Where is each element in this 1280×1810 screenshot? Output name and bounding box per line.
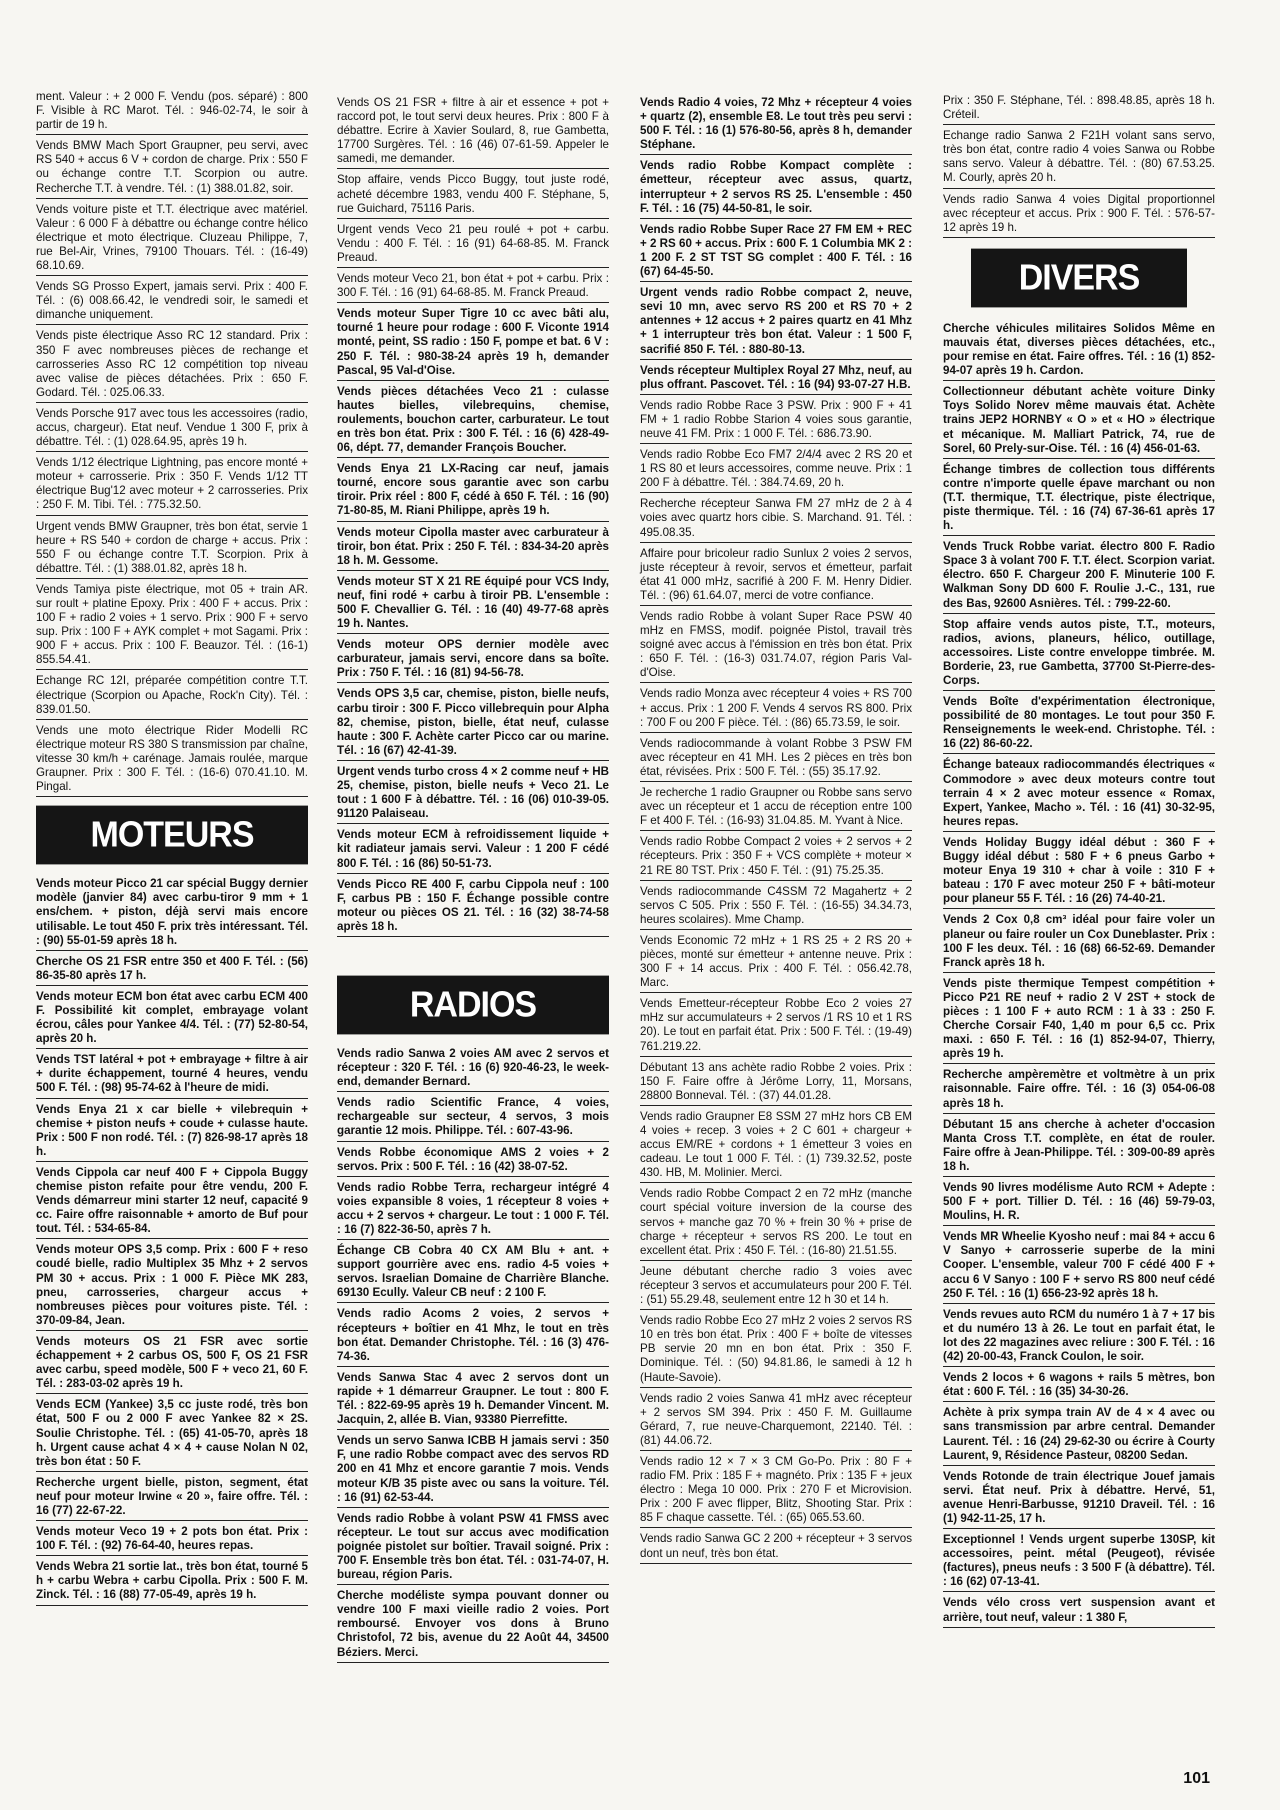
classified-ad: Vends Boîte d'expérimentation électronique, possibilité de 80 montages. Le tout pour 350 F. Renseignements le week-end. Christophe. Tél. : 16 (22) 86-60-22.	[943, 693, 1215, 754]
column-2	[337, 94, 609, 1665]
classified-ad: Vends une moto électrique Rider Modelli RC électrique moteur RS 380 S transmission par chaîne, vitesse 30 km/h + carénage. Jamais roulée, marque Graupner. Prix : 300 F. Tél. : (16-6) 070.41.10. M. Pingal.	[36, 722, 308, 797]
classified-ad: Vends moteur Super Tigre 10 cc avec bâti alu, tourné 1 heure pour rodage : 600 F. Viconte 1914 monté, peint, SS radio : 150 F, pompe et bat. 6 V : 250 F. Tél. : 980-38-24 après 19 h, demander Pascal, 95 Val-d'Oise.	[337, 305, 609, 380]
classified-ad: Vends radio Sanwa 4 voies Digital proportionnel avec récepteur et accus. Prix : 900 F. Tél. : 576-57-12 après 19 h.	[943, 191, 1215, 238]
classified-ad: Echange RC 12I, préparée compétition contre T.T. électrique (Scorpion ou Apache, Rock'n City). Tél. : 839.01.50.	[36, 672, 308, 719]
classified-ad: Collectionneur débutant achète voiture Dinky Toys Solido Norev même mauvais état. Achète trains JEP2 HORNBY « O » et « HO » électrique et mécanique. M. Malliart Patrick, 74, rue de Sorel, 60 Prely-sur-Oise. Tél. : 16 (4) 456-01-63.	[943, 383, 1215, 458]
classified-ad: Vends Rotonde de train électrique Jouef jamais servi. État neuf. Prix à débattre. Hervé, 51, avenue Henri-Barbusse, 91210 Draveil. Tél. : 16 (1) 942-11-25, 17 h.	[943, 1468, 1215, 1529]
classified-ad: Vends Sanwa Stac 4 avec 2 servos dont un rapide + 1 démarreur Graupner. Le tout : 800 F. Tél. : 822-69-95 après 19 h. Demander Vincent. M. Jacquin, 2, allée B. Vian, 93380 Pierrefitte.	[337, 1369, 609, 1430]
classified-ad: Vends radio 2 voies Sanwa 41 mHz avec récepteur + 2 servos SM 394. Prix : 450 F. M. Guillaume Gérard, 7, rue neuve-Charquemont, 22140. Tél. : (81) 44.06.72.	[640, 1390, 912, 1451]
classified-ad: Vends radiocommande C4SSM 72 Magahertz + 2 servos C 505. Prix : 550 F. Tél. : (16-55) 34.34.73, heures scolaires). Mme Champ.	[640, 883, 912, 930]
classified-ad: Vends radio Robbe Kompact complète : émetteur, récepteur avec assus, quartz, interrupteur + 2 servos RS 25. L'ensemble : 450 F. Tél. : 16 (75) 44-50-81, le soir.	[640, 157, 912, 218]
section-banner-moteurs: MOTEURS	[36, 806, 308, 865]
classified-ad: Vends 1/12 électrique Lightning, pas encore monté + moteur + carrosserie. Prix : 350 F. Vends 1/12 TT électrique Bug'12 avec moteur + 2 carrosseries. Prix : 250 F. M. Tibi. Tél. : 775.32.50.	[36, 454, 308, 515]
classified-ad: Échange CB Cobra 40 CX AM Blu + ant. + support gourrière avec ens. radio 4-5 voies + servos. Israelian Domaine de Charrière Blanche. 69130 Ecully. Valeur CB neuf : 2 100 F.	[337, 1242, 609, 1303]
classified-ad: Vends moteurs OS 21 FSR avec sortie échappement + 2 carbus OS, 500 F, OS 21 FSR avec carbu, speed modèle, 500 F + veco 21, 60 F. Tél. : 283-03-02 après 19 h.	[36, 1333, 308, 1394]
classified-ad: Vends Tamiya piste électrique, mot 05 + train AR. sur roult + platine Epoxy. Prix : 400 F + accus. Prix : 100 F + radio 2 voies + 1 servo. Prix : 900 F + servo sup. Prix : 100 F + AYK complet + mot Sagami. Prix : 900 F + accus. Prix : 100 F. Beauzor. Tél. : (16-1) 855.54.41.	[36, 581, 308, 671]
classified-ad: Urgent vends BMW Graupner, très bon état, servie 1 heure + RS 540 + cordon de charge + accus. Prix : 550 F ou échange contre T.T. Scorpion. Prix à débattre. Tél. : (1) 388.01.82, après 18 h.	[36, 518, 308, 579]
classified-ad: Vends moteur ECM à refroidissement liquide + kit radiateur jamais servi. Valeur : 1 200 F cédé 800 F. Tél. : 16 (86) 50-51-73.	[337, 826, 609, 873]
classified-ad: Vends radio Scientific France, 4 voies, rechargeable sur secteur, 4 servos, 3 mois garantie 12 mois. Philippe. Tél. : 607-43-96.	[337, 1094, 609, 1141]
classified-ad: Vends 2 locos + 6 wagons + rails 5 mètres, bon état : 600 F. Tél. : 16 (35) 34-30-26.	[943, 1369, 1215, 1402]
classified-ad: Echange radio Sanwa 2 F21H volant sans servo, très bon état, contre radio 4 voies Sanwa ou Robbe sans servo. Valeur à débattre. Tél. : (80) 67.53.25. M. Courly, après 20 h.	[943, 127, 1215, 188]
classified-ad: Vends revues auto RCM du numéro 1 à 7 + 17 bis et du numéro 13 à 26. Le tout en parfait état, le lot des 22 magazines avec reliure : 300 F. Tél. : 16 (42) 20-00-43, Franck Coulon, le soir.	[943, 1306, 1215, 1367]
classified-ad: Vends moteur Veco 21, bon état + pot + carbu. Prix : 300 F. Tél. : 16 (91) 64-68-85. M. Franck Preaud.	[337, 270, 609, 303]
classified-ad: Échange bateaux radiocommandés électriques « Commodore » avec deux moteurs contre tout terrain 4 × 2 avec moteur essence « Romax, Expert, Yankee, Macho ». Tél. : 16 (41) 30-32-95, heures repas.	[943, 756, 1215, 831]
classified-ad: Vends 2 Cox 0,8 cm³ idéal pour faire voler un planeur ou faire rouler un Cox Duneblaster. Prix : 100 F les deux. Tél. : 16 (68) 66-52-69. Demander Franck après 18 h.	[943, 911, 1215, 972]
classified-ad: Recherche urgent bielle, piston, segment, état neuf pour moteur Irwine « 20 », faire offre. Tél. : 16 (77) 22-67-22.	[36, 1474, 308, 1521]
classified-ad: Vends radio Graupner E8 SSM 27 mHz hors CB EM 4 voies + recep. 3 voies + 2 C 601 + chargeur + accus EM/RE + cordons + 1 émetteur 3 voies en cadeau. Le tout 1 000 F. Tél. : (1) 739.32.52, poste 430. HB, M. Molinier. Merci.	[640, 1108, 912, 1183]
classified-ad: Vends moteur OPS 3,5 comp. Prix : 600 F + reso coudé bielle, radio Multiplex 35 Mhz + 2 servos PM 30 + accus. Prix : 1 000 F. Pièce MK 283, pneu, carrosseries, chargeur accus + nombreuses pièces pour voitures piste. Tél. : 370-09-84, Jean.	[36, 1241, 308, 1331]
classified-ad: Vends Radio 4 voies, 72 Mhz + récepteur 4 voies + quartz (2), ensemble E8. Le tout très peu servi : 500 F. Tél. : 16 (1) 576-80-56, après 8 h, demander Stéphane.	[640, 94, 912, 155]
classified-ad: Vends ECM (Yankee) 3,5 cc juste rodé, très bon état, 500 F ou 2 000 F avec Yankee 82 × 2S. Soulie Christophe. Tél. : (65) 41-05-70, après 18 h. Urgent cause achat 4 × 4 + cause Nolan N 02, très bon état : 50 F.	[36, 1396, 308, 1471]
classified-ad: Urgent vends Veco 21 peu roulé + pot + carbu. Vendu : 400 F. Tél. : 16 (91) 64-68-85. M. Franck Preaud.	[337, 221, 609, 268]
classified-ad: Vends SG Prosso Expert, jamais servi. Prix : 400 F. Tél. : (6) 008.66.42, le vendredi soir, le samedi et dimanche uniquement.	[36, 278, 308, 325]
column-4	[943, 92, 1215, 1630]
classified-ad: Débutant 13 ans achète radio Robbe 2 voies. Prix : 150 F. Faire offre à Jérôme Lorry, 11, Morsans, 28800 Bonneval. Tél. : (37) 44.01.28.	[640, 1059, 912, 1106]
classified-ad: Urgent vends radio Robbe compact 2, neuve, sevi 10 mn, avec servo RS 200 et RS 70 + 2 antennes + 12 accus + 2 paires quartz en 41 Mhz + 1 interrupteur très bon état. Valeur : 1 500 F, sacrifié 850 F. Tél. : 880-80-13.	[640, 284, 912, 359]
classified-ad: Vends un servo Sanwa ICBB H jamais servi : 350 F, une radio Robbe compact avec des servos RD 200 en 41 Mhz et encore garantie 7 mois. Vends moteur K/B 35 piste avec ou sans la voiture. Tél. : 16 (91) 62-53-44.	[337, 1432, 609, 1507]
classified-ad: Vends moteur ST X 21 RE équipé pour VCS Indy, neuf, fini rodé + carbu à tiroir PB. L'ensemble : 500 F. Chevallier G. Tél. : 16 (40) 49-77-68 après 19 h. Nantes.	[337, 573, 609, 634]
classified-ad: Vends MR Wheelie Kyosho neuf : mai 84 + accu 6 V Sanyo + carrosserie superbe de la mini Cooper. L'ensemble, valeur 700 F cédé 400 F + accu 6 V Sanyo : 100 F + servo RS 800 neuf cédé 250 F. Tél. : 16 (1) 656-23-92 après 18 h.	[943, 1228, 1215, 1303]
classified-ad: Stop affaire, vends Picco Buggy, tout juste rodé, acheté décembre 1983, vendu 400 F. Stéphane, 5, rue Guichard, 75116 Paris.	[337, 171, 609, 218]
classified-ad: Vends Emetteur-récepteur Robbe Eco 2 voies 27 mHz sur accumulateurs + 2 servos /1 RS 10 et 1 RS 20). Le tout en parfait état. Prix : 500 F. Tél. : (19-49) 761.219.22.	[640, 995, 912, 1056]
classified-ad: Vends Picco RE 400 F, carbu Cippola neuf : 100 F, carbus PB : 150 F. Échange possible contre moteur ou pièces OS 21. Tél. : 16 (32) 38-74-58 après 18 h.	[337, 876, 609, 937]
classified-ad: Jeune débutant cherche radio 3 voies avec récepteur 3 servos et accumulateurs pour 200 F. Tél. : (51) 55.29.48, seulement entre 12 h 30 et 14 h.	[640, 1263, 912, 1310]
classified-ad: Vends Robbe économique AMS 2 voies + 2 servos. Prix : 500 F. Tél. : 16 (42) 38-07-52.	[337, 1144, 609, 1177]
classified-ad: Cherche véhicules militaires Solidos Même en mauvais état, diverses pièces détachées, etc., pour remise en état. Faire offres. Tél. : 16 (1) 852-94-07 après 19 h. Cardon.	[943, 320, 1215, 381]
classified-ad: Vends radio Robbe Super Race 27 FM EM + REC + 2 RS 60 + accus. Prix : 600 F. 1 Columbia MK 2 : 1 200 F. 2 ST TST SG complet : 400 F. Tél. : 16 (67) 64-45-50.	[640, 221, 912, 282]
classified-ad: Vends 90 livres modélisme Auto RCM + Adepte : 500 F + port. Tillier D. Tél. : 16 (46) 59-79-03, Moulins, H. R.	[943, 1179, 1215, 1226]
classified-ad: Vends voiture piste et T.T. électrique avec matériel. Valeur : 6 000 F à débattre ou échange contre hélico électrique et moto électrique. Cluzeau Philippe, 7, rue Bel-Air, Vrines, 79100 Thouars. Tél. : (16-49) 68.10.69.	[36, 201, 308, 276]
classified-ad: Vends Economic 72 mHz + 1 RS 25 + 2 RS 20 + pièces, monté sur émetteur + antenne neuve. Prix : 300 F + 14 accus. Prix : 400 F. Tél. : 056.42.78, Marc.	[640, 932, 912, 993]
page-number: 101	[1183, 1770, 1210, 1787]
classified-ad: Vends vélo cross vert suspension avant et arrière, tout neuf, valeur : 1 380 F,	[943, 1594, 1215, 1627]
classified-ad: Vends moteur Veco 19 + 2 pots bon état. Prix : 100 F. Tél. : (92) 76-64-40, heures repas.	[36, 1523, 308, 1556]
classified-ad: Échange timbres de collection tous différents contre n'importe quelle épave marchant ou non (T.T. thermique, T.T. électrique, piste électrique, piste thermique. Tél. : 16 (74) 67-36-61 après 17 h.	[943, 461, 1215, 536]
classified-ad: Vends radio Robbe à volant Super Race PSW 40 mHz en FMSS, modif. poignée Pistol, travail très soigné avec accus à l'émission en très bon état. Prix : 650 F. Tél. : (16-3) 031.74.07, région Paris Val-d'Oise.	[640, 608, 912, 683]
classified-ad: Vends radio Sanwa GC 2 200 + récepteur + 3 servos dont un neuf, très bon état.	[640, 1530, 912, 1563]
classified-ad: Prix : 350 F. Stéphane, Tél. : 898.48.85, après 18 h. Créteil.	[943, 92, 1215, 125]
classified-ad: Achète à prix sympa train AV de 4 × 4 avec ou sans transmission par arbre central. Demander Laurent. Tél. : 16 (24) 29-62-30 ou écrire à Courty Laurent, 9, Résidence Pasteur, 08200 Sedan.	[943, 1404, 1215, 1465]
classified-ad: Vends TST latéral + pot + embrayage + filtre à air + durite échappement, tourné 4 heures, vendu 500 F. Tél. : (98) 95-74-62 à l'heure de midi.	[36, 1051, 308, 1098]
classified-ad: Vends radio Monza avec récepteur 4 voies + RS 700 + accus. Prix : 1 200 F. Vends 4 servos RS 800. Prix : 700 F ou 200 F pièce. Tél. : (86) 65.73.59, le soir.	[640, 685, 912, 732]
section-banner-divers: DIVERS	[971, 248, 1187, 307]
classified-ad: Vends radio Robbe Eco 27 mHz 2 voies 2 servos RS 10 en très bon état. Prix : 400 F + boîte de vitesses PB servie 20 mn en bon état. Prix : 350 F. Dominique. Tél. : (50) 94.81.86, le samedi à 12 h (Haute-Savoie).	[640, 1312, 912, 1387]
classified-ad: Recherche récepteur Sanwa FM 27 mHz de 2 à 4 voies avec quartz hors cibie. S. Marchand. 91. Tél. : 495.08.35.	[640, 495, 912, 542]
classified-ad: Vends récepteur Multiplex Royal 27 Mhz, neuf, au plus offrant. Pascovet. Tél. : 16 (94) 93-07-27 H.B.	[640, 362, 912, 395]
classified-ad: Vends moteur Cipolla master avec carburateur à tiroir, bon état. Prix : 250 F. Tél. : 834-34-20 après 18 h. M. Gessome.	[337, 524, 609, 571]
column-1	[36, 88, 308, 1608]
classified-ad: Vends radio Robbe à volant PSW 41 FMSS avec récepteur. Le tout sur accus avec modification poignée pistolet sur boîtier. Travail soigné. Prix : 700 F. Ensemble très bon état. Tél. : 031-74-07, H. bureau, région Paris.	[337, 1510, 609, 1585]
classified-ad: Vends BMW Mach Sport Graupner, peu servi, avec RS 540 + accus 6 V + cordon de charge. Prix : 550 F ou échange contre T.T. Scorpion ou autre. Recherche T.T. à vendre. Tél. : (1) 388.01.82, soir.	[36, 137, 308, 198]
classified-ad: Vends Webra 21 sortie lat., très bon état, tourné 5 h + carbu Webra + carbu Cipolla. Prix : 500 F. M. Zinck. Tél. : 16 (88) 77-05-49, après 19 h.	[36, 1558, 308, 1605]
classified-ad: Je recherche 1 radio Graupner ou Robbe sans servo avec un récepteur et 1 accu de réception entre 100 F et 400 F. Tél. : (16-93) 31.04.85. M. Yvant à Nice.	[640, 784, 912, 831]
classified-ad: Vends Truck Robbe variat. électro 800 F. Radio Space 3 à volant 700 F. T.T. élect. Scorpion variat. électro. 650 F. Chargeur 200 F. Minuterie 100 F. Walkman Sony DD 600 F. Roulie J.-C., 131, rue des Bas, 92600 Asnières. Tél. : 799-22-60.	[943, 538, 1215, 613]
classified-ad: Exceptionnel ! Vends urgent superbe 130SP, kit accessoires, peint. métal (Peugeot), révisée (factures), pneus neufs : 3 500 F (à débattre). Tél. : 16 (62) 07-13-41.	[943, 1531, 1215, 1592]
classified-ad: Recherche ampèremètre et voltmètre à un prix raisonnable. Faire offre. Tél. : 16 (3) 054-06-08 après 18 h.	[943, 1066, 1215, 1113]
column-3	[640, 94, 912, 1566]
classified-ad: Vends radio Robbe Terra, rechargeur intégré 4 voies expansible 8 voies, 1 récepteur 8 voies + accu + 2 servos + chargeur. Le tout : 1 000 F. Tél. : 16 (7) 822-36-50, après 7 h.	[337, 1179, 609, 1240]
classified-ad: Vends piste thermique Tempest compétition + Picco P21 RE neuf + radio 2 V 2ST + stock de pièces : 1 100 F + auto RCM : 1 à 33 : 250 F. Cherche Corsair F40, 1,40 m pour 6,5 cc. Prix maxi. : 650 F. Tél. : 16 (1) 852-94-07, Thierry, après 19 h.	[943, 975, 1215, 1065]
classified-ad: Vends radiocommande à volant Robbe 3 PSW FM avec récepteur en 41 MH. Les 2 pièces en très bon état, révisées. Prix : 500 F. Tél. : (55) 35.17.92.	[640, 735, 912, 782]
classified-ad: Vends Holiday Buggy idéal début : 360 F + Buggy idéal début : 580 F + 6 pneus Garbo + moteur Enya 19 310 + char à voile : 310 F + bateau : 170 F avec moteur 250 F + bâti-moteur pour planeur 55 F. Tél. : 16 (26) 74-40-21.	[943, 834, 1215, 909]
classified-ad: Vends OPS 3,5 car, chemise, piston, bielle neufs, carbu tiroir : 300 F. Picco villebrequin pour Alpha 82, chemise, piston, bielle, état neuf, culasse haute : 300 F. Achète carter Picco car ou marine. Tél. : 16 (67) 42-41-39.	[337, 685, 609, 760]
classified-ad: Cherche OS 21 FSR entre 350 et 400 F. Tél. : (56) 86-35-80 après 17 h.	[36, 953, 308, 986]
classified-ad: Vends moteur OPS dernier modèle avec carburateur, jamais servi, encore dans sa boîte. Prix : 750 F. Tél. : 16 (81) 94-56-78.	[337, 636, 609, 683]
classified-ad: ment. Valeur : + 2 000 F. Vendu (pos. séparé) : 800 F. Visible à RC Marot. Tél. : 946-02-74, le soir à partir de 19 h.	[36, 88, 308, 135]
classified-ad: Vends Enya 21 LX-Racing car neuf, jamais tourné, encore sous garantie avec son carbu tiroir. Prix réel : 800 F, cédé à 650 F. Tél. : 16 (90) 71-80-85, M. Riani Philippe, après 19 h.	[337, 460, 609, 521]
classified-ad: Vends radio Robbe Eco FM7 2/4/4 avec 2 RS 20 et 1 RS 80 et leurs accessoires, comme neuve. Prix : 1 200 F à débattre. Tél. : 384.74.69, 20 h.	[640, 446, 912, 493]
classified-ad: Vends pièces détachées Veco 21 : culasse hautes bielles, vilebrequins, chemise, roulements, bouchon carter, carburateur. Le tout en très bon état. Prix : 300 F. Tél. : 16 (6) 428-49-06, dépt. 77, demander François Boucher.	[337, 383, 609, 458]
classified-ad: Vends moteur ECM bon état avec carbu ECM 400 F. Possibilité kit complet, embrayage volant écrou, câles pour Yankee 4/4. Tél. : (77) 52-80-54, après 20 h.	[36, 988, 308, 1049]
classified-ad: Vends radio 12 × 7 × 3 CM Go-Po. Prix : 80 F + radio FM. Prix : 185 F + magnéto. Prix : 135 F + jeux électro : Mega 10 000. Prix : 270 F et Microvision. Prix : 200 F avec flipper, Blitz, Shooting Star. Prix : 85 F chaque cassette. Tél. : (65) 065.53.60.	[640, 1453, 912, 1528]
classified-ad: Vends radio Robbe Race 3 PSW. Prix : 900 F + 41 FM + 1 radio Robbe Starion 4 voies sous garantie, neuve 41 FM. Prix : 1 000 F. Tél. : 686.73.90.	[640, 397, 912, 444]
classified-ad: Vends piste électrique Asso RC 12 standard. Prix : 350 F avec nombreuses pièces de rechange et carrosseries Asso RC 12 compétition top niveau avec valise de pièces détachées. Prix : 650 F. Godard. Tél. : 025.06.33.	[36, 327, 308, 402]
classified-ad: Vends radio Robbe Compact 2 en 72 mHz (manche court spécial voiture inversion de la course des servos + manche gaz 70 % + frein 30 % + prise de charge + récepteur + servos RS 200. Le tout en excellent état. Prix : 450 F. Tél. : (16-80) 21.51.55.	[640, 1185, 912, 1260]
classified-ad: Vends radio Acoms 2 voies, 2 servos + récepteurs + boîtier en 41 Mhz, le tout en très bon état. Demander Christophe. Tél. : 16 (3) 476-74-36.	[337, 1305, 609, 1366]
classified-ad: Vends radio Sanwa 2 voies AM avec 2 servos et récepteur : 320 F. Tél. : 16 (6) 920-46-23, le week-end, demander Bernard.	[337, 1045, 609, 1092]
classified-ad: Affaire pour bricoleur radio Sunlux 2 voies 2 servos, juste récepteur à revoir, servos et émetteur, parfait état 41 000 mHz, sacrifié à 200 F. M. Henry Didier. Tél. : (96) 61.64.07, merci de votre confiance.	[640, 545, 912, 606]
classified-ad: Stop affaire vends autos piste, T.T., moteurs, radios, avions, planeurs, hélico, outillage, accessoires. Liste contre enveloppe timbrée. M. Borderie, 23, rue Gambetta, 37700 St-Pierre-des-Corps.	[943, 616, 1215, 691]
classified-ad: Débutant 15 ans cherche à acheter d'occasion Manta Cross T.T. complète, en état de rouler. Faire offre à Jean-Philippe. Tél. : 309-00-89 après 18 h.	[943, 1116, 1215, 1177]
classified-ad: Cherche modéliste sympa pouvant donner ou vendre 100 F maxi vieille radio 2 voies. Port remboursé. Envoyer vos dons à Bruno Christofol, 72 bis, avenue du 22 Août 44, 34500 Béziers. Merci.	[337, 1587, 609, 1662]
section-banner-radios: RADIOS	[337, 976, 609, 1035]
classified-ad: Vends Cippola car neuf 400 F + Cippola Buggy chemise piston refaite pour être vendu, 200 F. Vends démarreur mini starter 12 neuf, capacité 9 cc. Faire offre raisonnable + amorto de Buf pour tout. Tél. : 534-65-84.	[36, 1164, 308, 1239]
classified-ad: Urgent vends turbo cross 4 × 2 comme neuf + HB 25, chemise, piston, bielle neufs + Veco 21. Le tout : 1 600 F à débattre. Tél. : 16 (06) 010-39-05. 91120 Palaiseau.	[337, 763, 609, 824]
classified-ad: Vends moteur Picco 21 car spécial Buggy dernier modèle (janvier 84) avec carbu-tiror 9 mm + 1 ens/chem. + piston, déjà servi mais encore utilisable. Le tout 450 F. prix très intéressant. Tél. : (90) 55-01-59 après 18 h.	[36, 875, 308, 950]
classified-ad: Vends Porsche 917 avec tous les accessoires (radio, accus, chargeur). Etat neuf. Vendue 1 300 F, prix à débattre. Tél. : (1) 028.64.95, après 19 h.	[36, 405, 308, 452]
classified-ad: Vends radio Robbe Compact 2 voies + 2 servos + 2 récepteurs. Prix : 350 F + VCS complète + moteur × 21 RE 80 TST. Prix : 450 F. Tél. : (91) 75.25.35.	[640, 833, 912, 880]
classified-ad: Vends Enya 21 x car bielle + vilebrequin + chemise + piston neufs + coude + culasse haute. Prix : 500 F non rodé. Tél. : (7) 826-98-17 après 18 h.	[36, 1101, 308, 1162]
classified-ad: Vends OS 21 FSR + filtre à air et essence + pot + raccord pot, le tout servi deux heures. Prix : 800 F à débattre. Ecrire à Xavier Soulard, 8, rue Gambetta, 17700 Surgères. Tél. : 16 (46) 07-61-59. Appeler le samedi, me demander.	[337, 94, 609, 169]
